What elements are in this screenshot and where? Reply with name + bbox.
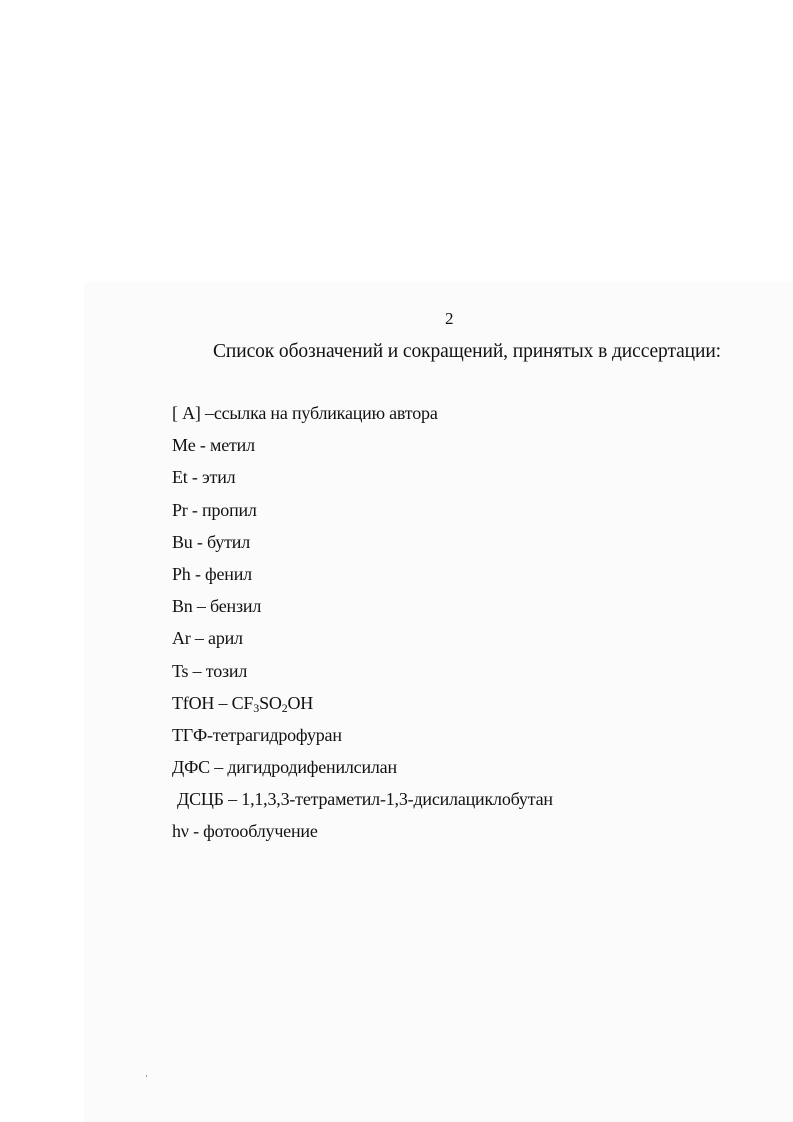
abbreviation-term: Et bbox=[172, 467, 188, 488]
abbreviation-definition: бутил bbox=[207, 531, 250, 552]
abbreviation-separator: - bbox=[199, 435, 206, 456]
abbreviation-item-thf bbox=[172, 724, 553, 756]
abbreviation-definition: пропил bbox=[202, 499, 257, 520]
abbreviation-definition: фенил bbox=[205, 563, 252, 584]
page-number: 2 bbox=[445, 309, 454, 328]
abbreviation-separator: – bbox=[194, 628, 204, 649]
abbreviation-separator: - bbox=[191, 499, 198, 520]
abbreviation-separator: - bbox=[191, 467, 198, 488]
abbreviation-term: Ar bbox=[172, 628, 191, 649]
abbreviation-list bbox=[172, 402, 553, 853]
abbreviation-item-me bbox=[172, 434, 553, 466]
abbreviation-item-ts bbox=[172, 660, 553, 692]
scan-speck bbox=[146, 1075, 147, 1077]
abbreviation-separator: – bbox=[218, 692, 228, 713]
page-title: Список обозначений и сокращений, принятых в диссертации: bbox=[213, 341, 721, 362]
abbreviation-term: Ph bbox=[172, 563, 191, 584]
abbreviation-item-pr bbox=[172, 499, 553, 531]
abbreviation-item-dps bbox=[172, 756, 553, 788]
abbreviation-term: Bn bbox=[172, 596, 193, 617]
abbreviation-term: [ А] bbox=[172, 403, 201, 423]
abbreviation-separator: - bbox=[193, 821, 199, 842]
abbreviation-term: Bu bbox=[172, 531, 193, 552]
abbreviation-term: hν bbox=[172, 821, 189, 842]
abbreviation-definition: дигидродифенилсилан bbox=[227, 757, 397, 778]
abbreviation-definition: тозил bbox=[205, 660, 248, 681]
abbreviation-item-et bbox=[172, 466, 553, 498]
abbreviation-term: ТГФ bbox=[172, 724, 208, 745]
abbreviation-item-ar bbox=[172, 627, 553, 659]
abbreviation-separator: - bbox=[194, 563, 201, 584]
abbreviation-term: ДФС bbox=[172, 757, 210, 778]
abbreviation-separator: - bbox=[196, 531, 203, 552]
abbreviation-definition: тетрагидрофуран bbox=[212, 724, 342, 745]
abbreviation-definition: ссылка на публикацию автора bbox=[213, 403, 438, 423]
abbreviation-term: Me bbox=[172, 435, 196, 456]
abbreviation-item-dscb bbox=[172, 788, 553, 820]
abbreviation-term: TfOH bbox=[172, 692, 215, 713]
abbreviation-definition: метил bbox=[210, 435, 255, 456]
abbreviation-term: Pr bbox=[172, 499, 188, 520]
abbreviation-definition: 1,1,3,3-тетраметил-1,3-дисилациклобутан bbox=[241, 789, 553, 810]
abbreviation-term: Ts bbox=[172, 660, 189, 681]
abbreviation-separator: – bbox=[214, 757, 224, 778]
abbreviation-item-bu bbox=[172, 531, 553, 563]
abbreviation-item-tfoh bbox=[172, 692, 553, 724]
abbreviation-definition: бензил bbox=[210, 596, 262, 617]
abbreviation-item-bn bbox=[172, 595, 553, 627]
abbreviation-definition: этил bbox=[202, 467, 236, 488]
abbreviation-definition: арил bbox=[208, 628, 243, 649]
chemical-formula: $CF_3SO_2OH$ bbox=[231, 692, 314, 715]
abbreviation-item-author-ref bbox=[172, 402, 553, 434]
abbreviation-separator: – bbox=[205, 403, 214, 423]
abbreviation-separator: – bbox=[196, 596, 206, 617]
abbreviation-term: ДСЦБ bbox=[177, 789, 224, 810]
abbreviation-separator: – bbox=[228, 789, 237, 810]
abbreviation-separator: - bbox=[207, 724, 213, 745]
abbreviation-item-ph bbox=[172, 563, 553, 595]
abbreviation-separator: – bbox=[192, 660, 202, 681]
abbreviation-definition: фотооблучение bbox=[203, 821, 318, 842]
abbreviation-item-hv bbox=[172, 820, 553, 852]
